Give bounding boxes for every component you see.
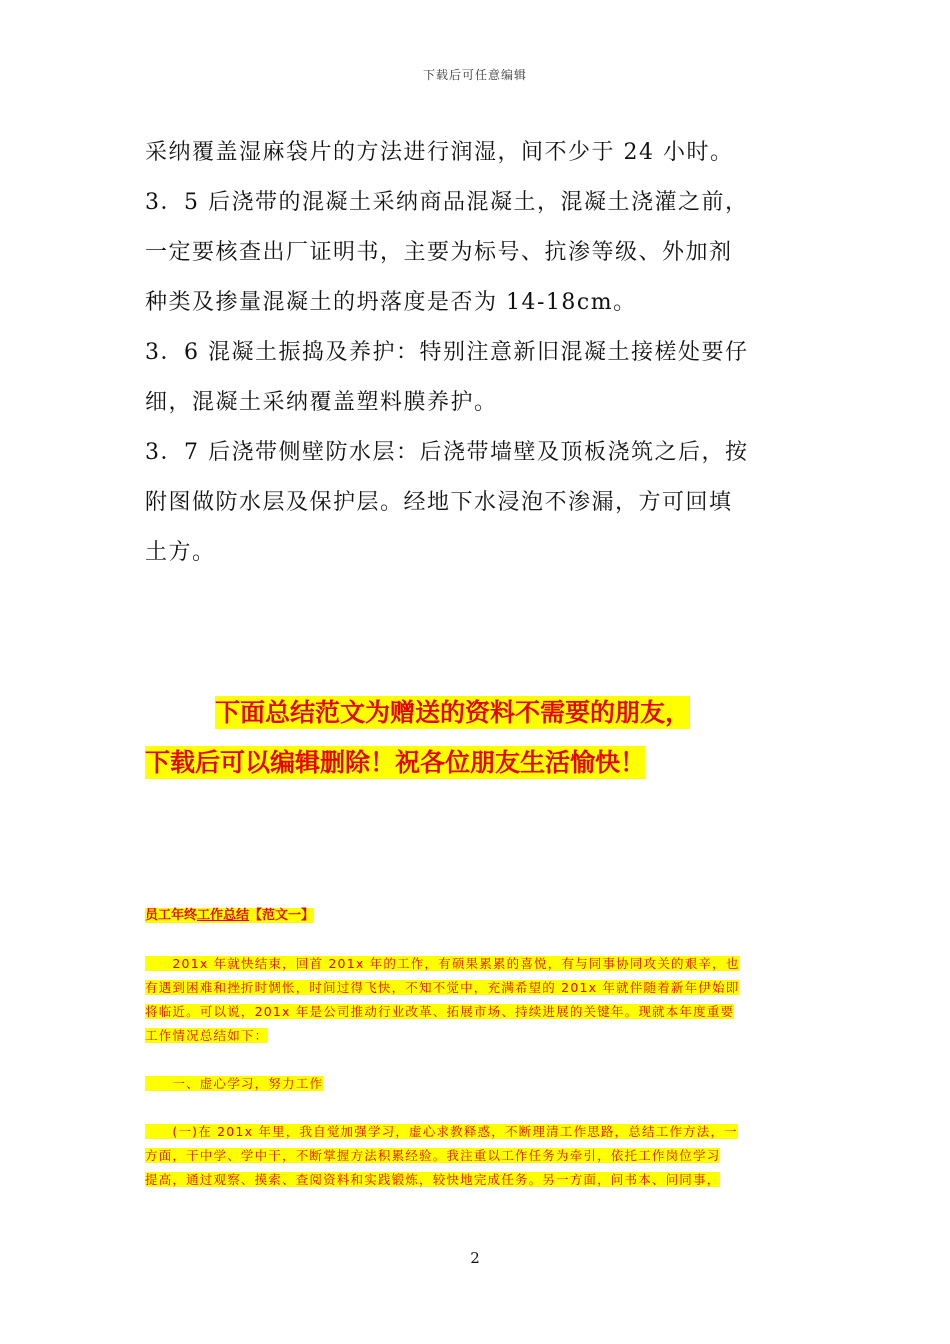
sample-title-link: 工作总结 (197, 908, 250, 923)
sample-title-part-3: 【范文一】 (249, 908, 315, 923)
notice-line-2-text: 下载后可以编辑删除！祝各位朋友生活愉快！ (145, 748, 646, 777)
notice-line-2 (145, 738, 805, 788)
notice-line-1 (145, 688, 805, 738)
sample-para-line: 有遇到困难和挫折时惆怅，时间过得飞快，不知不觉中，充满希望的 201x 年就伴随着新年伊始即 (145, 980, 740, 995)
sample-para-line: 工作情况总结如下： (145, 1028, 269, 1043)
document-body (145, 128, 810, 578)
sample-para-line: 201x 年就快结束，回首 201x 年的工作，有硕果累累的喜悦，有与同事协同攻关的艰辛，也 (145, 956, 740, 971)
sample-title-part-1: 员工年终 (145, 908, 198, 923)
body-line: 采纳覆盖湿麻袋片的方法进行润湿，间不少于 24 小时。 (145, 140, 734, 165)
highlight-notice (145, 688, 805, 788)
body-line: 附图做防水层及保护层。经地下水浸泡不渗漏，方可回填 (145, 490, 733, 515)
body-line: 细，混凝土采纳覆盖塑料膜养护。 (145, 390, 498, 415)
sample-para-line: (一)在 201x 年里，我自觉加强学习，虚心求教释惑，不断理清工作思路，总结工作方法，一 (145, 1124, 738, 1139)
sample-para-line: 提高，通过观察、摸索、查阅资料和实践锻炼，较快地完成任务。另一方面，问书本、问同事， (145, 1172, 721, 1187)
page-number: 2 (470, 1249, 480, 1267)
sample-title (145, 904, 805, 928)
body-line: 一定要核查出厂证明书，主要为标号、抗渗等级、外加剂 (145, 240, 733, 265)
sample-para-line: 将临近。可以说，201x 年是公司推动行业改革、拓展市场、持续进展的关键年。现就本年度重要 (145, 1004, 735, 1019)
body-line: 3．6 混凝土振捣及养护：特别注意新旧混凝土接槎处要仔 (145, 340, 749, 365)
page-header: 下载后可任意编辑 (422, 68, 527, 82)
sample-section-heading: 一、虚心学习，努力工作 (145, 1076, 324, 1091)
sample-essay (145, 904, 805, 1192)
notice-line-1-text: 下面总结范文为赠送的资料不需要的朋友， (215, 698, 691, 727)
body-line: 土方。 (145, 540, 216, 565)
body-line: 3．7 后浇带侧壁防水层：后浇带墙壁及顶板浇筑之后，按 (145, 440, 749, 465)
body-line: 种类及掺量混凝土的坍落度是否为 14-18cm。 (145, 290, 637, 315)
body-line: 3．5 后浇带的混凝土采纳商品混凝土，混凝土浇灌之前， (145, 190, 749, 215)
sample-para-line: 方面，干中学、学中干，不断掌握方法积累经验。我注重以工作任务为牵引，依托工作岗位学习 (145, 1148, 721, 1163)
